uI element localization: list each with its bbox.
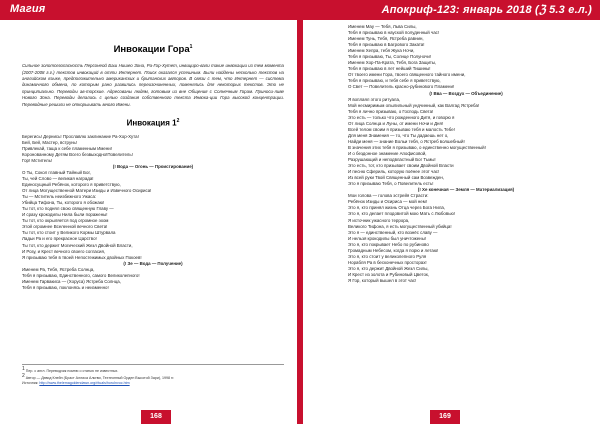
verse-line: Ты тот, кто окрыляется под огромное эхом [22,218,109,224]
left-header-bar [0,0,300,20]
verse-section-marker: (! Зе — Вода — Получение) [123,260,183,266]
verse-line: Тебя я призываю в Багрового Заката! [348,42,425,48]
footnote-2 [22,374,284,381]
verse-line: Мои голова — голова эстрейя Страсти: [348,193,429,199]
verse-line: Именем Гарвакиса — (Хоруса) Ястреба Солнца, [22,278,121,284]
verse-line: Ты тот, кто стоит у Великого Кормы Штурвала [22,230,116,236]
verse-line: Гор! Мститель! [22,157,53,163]
footnote-2-text: Автор — Дэвид Клейн (Браст Аллиса Альтви, Техтеонный Орден Высотой Зари), 1998 гг. [25,376,175,381]
verse-line: О Ты, Сокол главный Тайный Бог, [22,169,91,175]
intro-paragraph: Сильное золотсезопасность Персонеой Баш Нишео Зона, Ра-Гор-Хутет, инвициро-вали такие инвокации из тем моментa (2007-2008 г.г.) текстов инвокаций в отти Интернет. Поиск оказался успешным. Были найдены несколько текстов на английском языке, предположительно американских и британских авторов. В связи с тем, что Интернет — система динамичного обмена, по которым рано развились переизочиненных, поменялись для некоторых текстов. Это не принципиально. Переводы ав-торские. Адресованы людям, готовым из вне Общения с Солнечным Горам. Приноси-ливе Нового Зона. Переводы делались с целью создания собственного текста Инвока-ции Гора высокой концентрации. Переводные решили не откорыьвать много Имени. [22,63,284,107]
verse-line: Найди меня — знание Вольи тебя, о Ястреб волшебный! [348,138,465,144]
heading-footnote-mark: 1 [189,44,193,50]
verse-line: От лица Могущественной Матери Изиды и Извечного Осириса! [22,188,152,194]
verse-line: Ладьи Ра и его прекрасное Царство! [22,236,97,242]
footnote-1-mark: 1 [22,366,25,372]
verse-line: Разрушающий и неподвластный Бог Тьмы! [348,157,436,163]
verse-line: Именем Мау — Тебя, Льва Силы, [348,24,417,29]
verse-line: Это есть — только что рожденного Дитя, и говорю я [348,114,455,120]
source-link[interactable]: http://www.thelemagoldendawn.org/rituals/horuInvoc.htm [39,381,130,386]
verse-line: И о бездонное знамение Апофисовой, [348,150,427,156]
footnote-1 [22,367,284,374]
verse-line: Именем Хор-Па-Крата, Тебя, Бога Защиты, [348,60,437,66]
footnote-2-mark: 2 [22,373,25,380]
footnote-3-label: Источник: [22,381,39,386]
verse-line: Это я, кто стоит у великолепного Руля [348,253,427,259]
verse-line: Этой огромнее Вселенной вечного Света! [22,224,108,230]
right-verse-block [348,24,584,284]
right-gutter-stripe [300,0,303,424]
verse-line: Убийца Тифона, Ты, которого я обожаю! [22,200,105,206]
verse-line: Мой несмиримым опылильный ундчинный, как Валгад Ястреба! [348,102,480,108]
left-verse-block [22,134,284,291]
right-page [300,0,600,424]
verse-section-marker: (! Вва — Воздух — Объединение) [429,90,503,96]
right-header-title: Апокриф-123: январь 2018 (ℨ 5.3 е.л.) [381,4,592,16]
verse-line: Это есть, тот, кто призывает своим Двойной Власти [348,163,454,169]
verse-line: Тебя я призываю, Ты, Солнце Полуночи! [348,54,432,60]
verse-line: Это я, кто делает плодовитой мою Мать с Любовью! [348,211,455,217]
right-content [348,24,584,284]
verse-line: Я воплаял этого ритуала, [348,96,401,102]
verse-line: Коронованному Детям Всего безвыходно!Повелитель! [22,151,133,157]
verse-line: И Крест из золота и Рубиновый Цветок, [348,271,430,277]
verse-line: Я источник ужасного террора, [348,217,410,223]
verse-line: И нельзя крокодилы был уничтожены! [348,235,426,241]
left-page-number: 168 [141,410,171,424]
verse-line: Норабля Ра в бесконечных просторах! [348,259,427,265]
verse-line: Берегись! Дернись! Прославлю заклинание Ра-Хор-Хута! [22,133,139,139]
verse-line: Тебя я лично призываю, о Господь Света! [348,108,434,114]
subheading-footnote-mark: 2 [176,118,180,124]
verse-line: Великого Тифона, я есть могущественный убийца! [348,223,452,229]
verse-line: В значения этих тебя я призываю, о единственно могущественный! [348,144,486,150]
footnote-3 [22,381,284,386]
verse-line: Привлекай, таща к себе пламенным Имени! [22,145,112,151]
verse-line: Тебя я призываю, Единственного, самого Великолепного! [22,272,140,278]
verse-line: И песню Сфериль, которую поёнее этот час! [348,169,440,175]
left-content [22,24,284,291]
footnotes [22,364,284,386]
verse-line: Единосущный Ребёнок, которого я приветствую, [22,182,121,188]
verse-section-marker: (! Вода — Огонь — Проистирование) [112,163,194,169]
verse-line: Это я, кто покрывает Небо по рубиново [348,241,429,247]
verse-line: Именем Ра, Тебя, Ястреба Солнца, [22,266,95,272]
verse-line: Ты, чей Слово — великая награда! [22,175,94,181]
verse-line: Ты тот, кто держит Могический Жезл Двойной Власти, [22,242,133,248]
verse-line: Я призываю тебя в твоей Непостежимых двойных Покоев! [22,254,142,260]
verse-line: Это я, кто держит Двойной Жезл Силы, [348,265,429,271]
verse-line: Ребёнок Изиды и Осириса — мой нем! [348,199,427,205]
invocation-subheading-text: Инвокация 1 [126,118,177,128]
verse-line: От лица Солнца и Луны, от имени Ночи и Дня! [348,120,444,126]
verse-line: Это я, кто принял жизнь Отца через Бога Нила, [348,205,446,211]
verse-line: Ты тот, кто поднял свою священную Главу — [22,206,114,212]
verse-line: Я Гор, который вышел в этот час! [348,277,417,283]
right-header-bar [300,0,600,20]
verse-line: О Свет — Повелитель красно-рубинового Пламени! [348,84,455,90]
verse-line: Всей телом своим я призываю тебя и малость Тебе! [348,126,455,132]
verse-line: Тебя я призываю в лет нейший Тишины! [348,66,431,72]
right-page-number: 169 [430,410,460,424]
verse-line: Тебя я призываю в науской полуденный час! [348,30,440,36]
verse-line: И Розу, и Крест вечного своего согласия, [22,248,106,254]
verse-line: Для меня Знамения — то, что Ты дадаешь нет о, [348,132,449,138]
left-header-title: Магия [10,3,46,15]
verse-line: Громадным Небесом, когда я порю и летаю! [348,247,439,253]
footnote-1-text: Пер. с англ. Переводчик помню о статью не известных. [25,369,119,374]
article-heading-text: Инвокации Гора [113,44,190,56]
verse-line: Ты — Мститель неизбежного Ужаса: [22,194,97,200]
verse-line: Тебя я призываю, поклонясь и неизменно! [22,284,109,290]
verse-line: Это я призываю Тебя, о Повелитель есть! [348,181,434,187]
verse-line: Тебя я призываю, и тебя себе я приветствую, [348,78,441,84]
verse-line: Бей, Бей, Мастер, вструнь! [22,139,78,145]
verse-line: Именем Тунь, Тебя, Ястреба равнин, [348,36,424,42]
verse-line: Из всей руки Твой Священный сам Возвежден, [348,175,445,181]
verse-line: Именем Хепра, тебя Жука Ночи, [348,48,415,54]
verse-section-marker: (! Хе конечная — Земля — Материализация) [417,187,515,193]
verse-line: От твоего имени Гора, твоего священного тайного имени, [348,72,466,78]
invocation-subheading [22,118,284,128]
article-heading [22,44,284,55]
verse-line: Это я — единственный, кто вознёс славу — [348,229,438,235]
verse-line: И сразу крокодилы Нила были поражены! [22,212,108,218]
